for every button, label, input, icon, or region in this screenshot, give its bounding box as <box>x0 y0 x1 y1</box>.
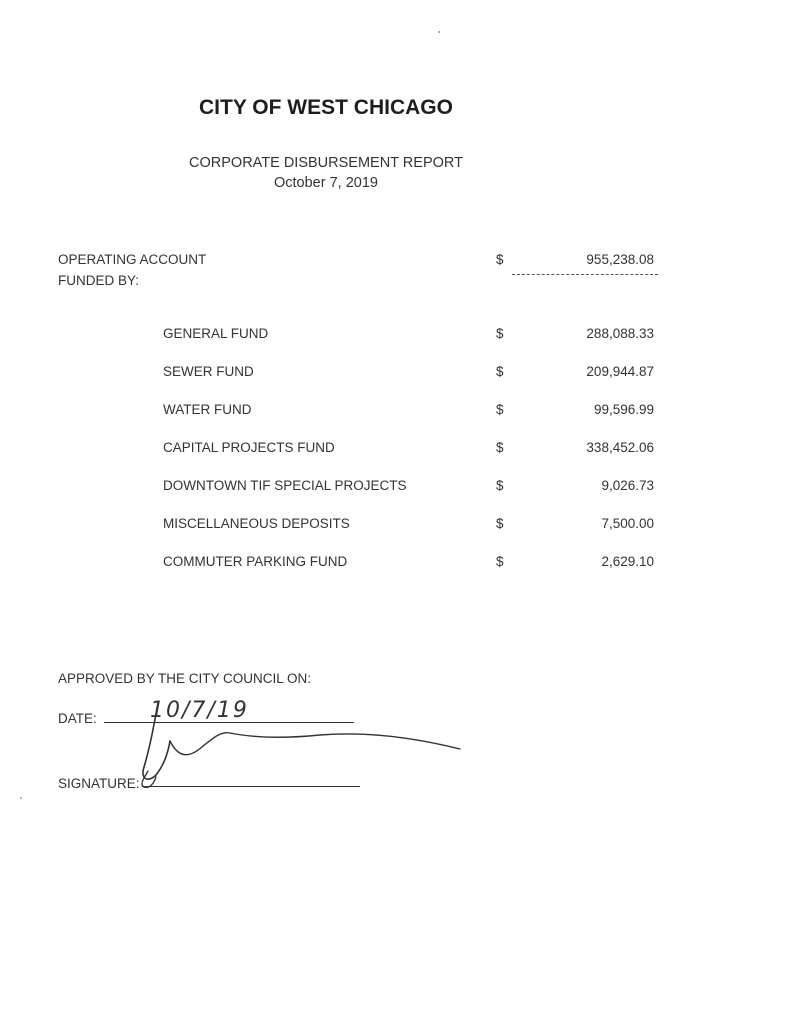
fund-row <box>0 440 791 478</box>
fund-row <box>0 402 791 440</box>
fund-currency: $ <box>496 478 504 493</box>
fund-amount: 2,629.10 <box>601 554 654 569</box>
fund-amount: 9,026.73 <box>601 478 654 493</box>
fund-name: MISCELLANEOUS DEPOSITS <box>163 516 350 531</box>
operating-account-currency: $ <box>496 252 504 267</box>
signature-label: SIGNATURE: <box>58 776 140 791</box>
operating-account-label: OPERATING ACCOUNT <box>58 252 207 267</box>
fund-row <box>0 326 791 364</box>
fund-amount: 288,088.33 <box>586 326 654 341</box>
fund-name: GENERAL FUND <box>163 326 269 341</box>
date-label: DATE: <box>58 711 97 726</box>
fund-name: CAPITAL PROJECTS FUND <box>163 440 335 455</box>
fund-currency: $ <box>496 402 504 417</box>
fund-row <box>0 364 791 402</box>
approval-heading: APPROVED BY THE CITY COUNCIL ON: <box>58 671 312 686</box>
fund-currency: $ <box>496 516 504 531</box>
fund-row <box>0 516 791 554</box>
handwritten-date: 10/7/19 <box>150 698 249 723</box>
fund-row <box>0 554 791 592</box>
scan-speck <box>438 31 440 33</box>
fund-currency: $ <box>496 326 504 341</box>
scan-speck <box>20 797 22 799</box>
report-subtitle: CORPORATE DISBURSEMENT REPORT <box>189 155 463 171</box>
amount-divider <box>512 274 658 275</box>
fund-currency: $ <box>496 364 504 379</box>
fund-amount: 338,452.06 <box>586 440 654 455</box>
funded-by-label: FUNDED BY: <box>58 273 140 288</box>
handwritten-signature <box>130 695 470 805</box>
fund-list <box>0 326 791 592</box>
fund-amount: 209,944.87 <box>586 364 654 379</box>
fund-name: SEWER FUND <box>163 364 254 379</box>
fund-name: COMMUTER PARKING FUND <box>163 554 348 569</box>
fund-name: DOWNTOWN TIF SPECIAL PROJECTS <box>163 478 407 493</box>
fund-currency: $ <box>496 554 504 569</box>
report-date: October 7, 2019 <box>274 175 378 191</box>
fund-currency: $ <box>496 440 504 455</box>
report-title: CITY OF WEST CHICAGO <box>199 96 453 119</box>
operating-account-amount: 955,238.08 <box>586 252 654 267</box>
fund-name: WATER FUND <box>163 402 252 417</box>
fund-amount: 99,596.99 <box>593 402 654 417</box>
fund-amount: 7,500.00 <box>601 516 654 531</box>
fund-row <box>0 478 791 516</box>
